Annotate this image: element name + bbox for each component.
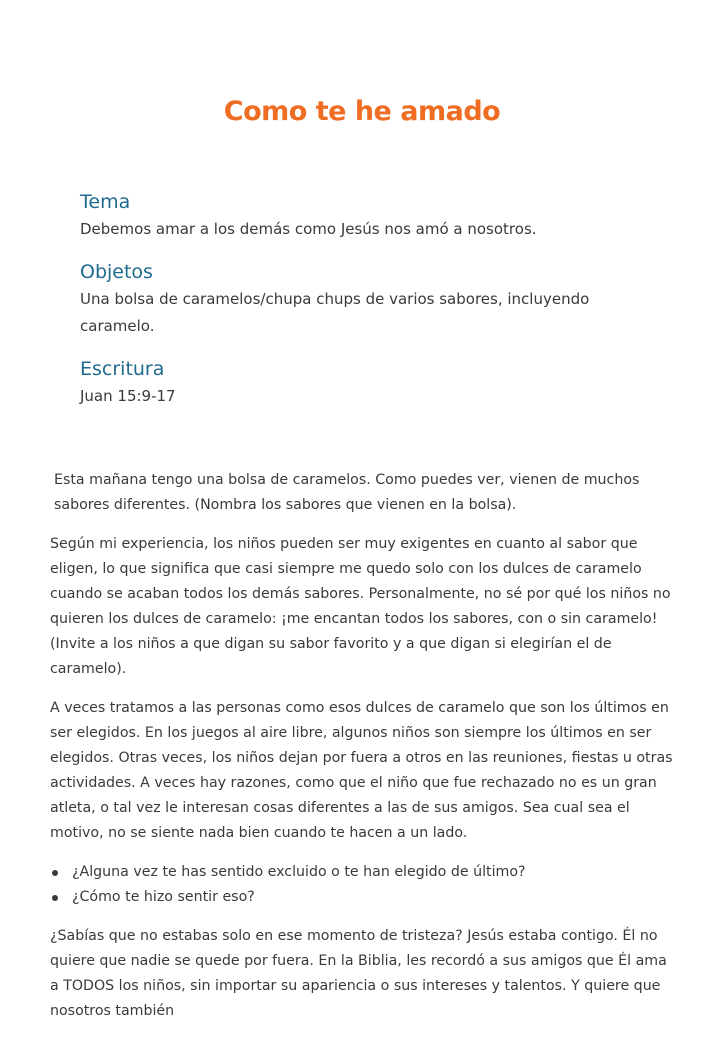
lesson-body <box>50 468 676 1038</box>
body-paragraph: A veces tratamos a las personas como esos dulces de caramelo que son los últimos en ser elegidos. En los juegos al aire libre, algunos niños son siempre los últimos en ser elegidos. Otras veces, los niños dejan por fuera a otros en las reuniones, fiestas u otras actividades. A veces hay razones, como que el niño que fue rechazado no es un gran atleta, o tal vez le interesan cosas diferentes a las de sus amigos. Sea cual sea el motivo, no se siente nada bien cuando te hacen a un lado. <box>50 700 673 841</box>
section-text-tema: Debemos amar a los demás como Jesús nos amó a nosotros. <box>80 220 537 238</box>
body-paragraph: Esta mañana tengo una bolsa de caramelos. Como puedes ver, vienen de muchos sabores diferentes. (Nombra los sabores que vienen en la bolsa). <box>54 472 640 513</box>
section-objetos <box>80 258 660 340</box>
list-item-text: ¿Cómo te hizo sentir eso? <box>72 889 255 905</box>
section-heading-objetos: Objetos <box>80 261 153 283</box>
page-title: Como te he amado <box>223 96 501 127</box>
section-heading-escritura: Escritura <box>80 358 165 380</box>
body-paragraph: Según mi experiencia, los niños pueden ser muy exigentes en cuanto al sabor que eligen, lo que significa que casi siempre me quedo solo con los dulces de caramelo cuando se acaban todos los demás sabores. Personalmente, no sé por qué los niños no quieren los dulces de caramelo: ¡me encantan todos los sabores, con o sin caramelo! (Invite a los niños a que digan su sabor favorito y a que digan si elegirían el de caramelo). <box>50 536 671 677</box>
body-paragraph: ¿Sabías que no estabas solo en ese momento de tristeza? Jesús estaba contigo. Él no quiere que nadie se quede por fuera. En la Biblia, les recordó a sus amigos que Él ama a TODOS los niños, sin importar su apariencia o sus intereses y talentos. Y quiere que nosotros también <box>50 928 667 1019</box>
section-heading-tema: Tema <box>80 191 131 213</box>
list-item <box>50 885 676 910</box>
list-item <box>50 860 676 885</box>
section-text-objetos: Una bolsa de caramelos/chupa chups de varios sabores, incluyendo caramelo. <box>80 290 590 335</box>
section-tema <box>80 188 660 243</box>
bullet-dot-icon <box>52 870 58 876</box>
section-escritura <box>80 355 660 410</box>
bullet-dot-icon <box>52 895 58 901</box>
section-text-escritura: Juan 15:9-17 <box>80 387 176 405</box>
question-list <box>50 860 676 910</box>
lesson-meta <box>80 188 660 425</box>
list-item-text: ¿Alguna vez te has sentido excluido o te han elegido de último? <box>72 864 526 880</box>
